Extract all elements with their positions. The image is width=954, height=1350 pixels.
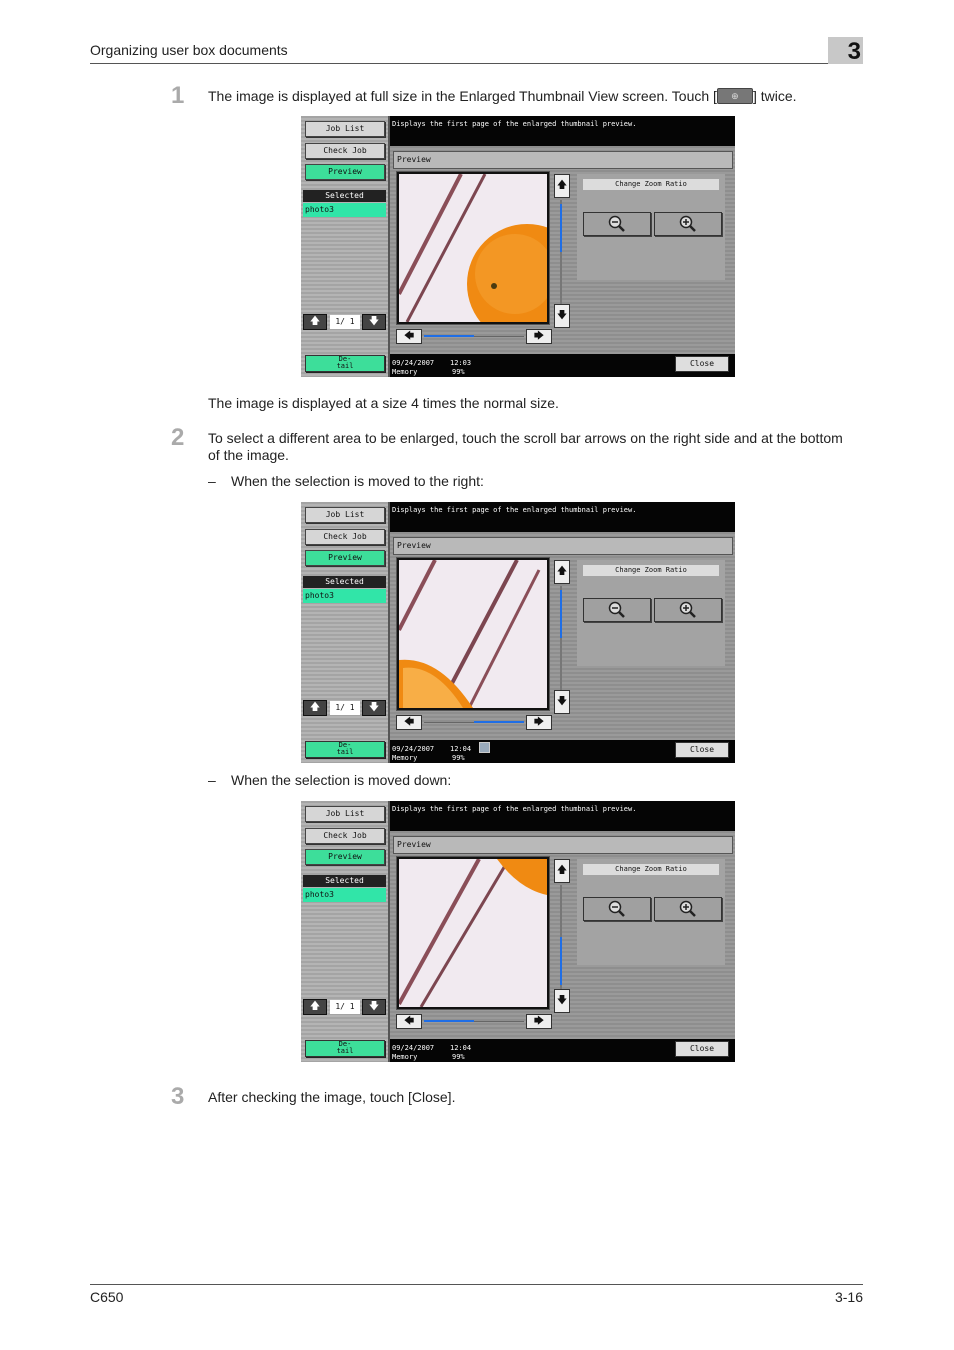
step-1-text bbox=[208, 88, 797, 105]
page-indicator: 1/ 1 bbox=[330, 1000, 360, 1014]
chapter-number: 3 bbox=[828, 37, 863, 64]
list-down-button[interactable] bbox=[362, 700, 386, 716]
zoom-in-icon bbox=[679, 900, 697, 918]
step-number-3: 3 bbox=[171, 1083, 185, 1110]
left-panel bbox=[301, 116, 388, 377]
step-3-text: After checking the image, touch [Close]. bbox=[208, 1089, 456, 1105]
change-zoom-ratio-label: Change Zoom Ratio bbox=[583, 565, 719, 576]
list-up-button[interactable] bbox=[303, 700, 327, 716]
preview-screen-3 bbox=[301, 801, 735, 1062]
page-indicator: 1/ 1 bbox=[330, 701, 360, 715]
arrow-down-icon: 🡇 bbox=[556, 310, 568, 321]
zoom-out-icon bbox=[608, 601, 626, 619]
memory-percent: 99% bbox=[452, 368, 465, 376]
change-zoom-ratio-label: Change Zoom Ratio bbox=[583, 179, 719, 190]
page-header-title: Organizing user box documents bbox=[90, 42, 288, 58]
detail-label-1: De- bbox=[338, 355, 352, 363]
message-bar: Displays the first page of the enlarged thumbnail preview. bbox=[390, 502, 735, 532]
preview-tab-button[interactable]: Preview bbox=[305, 550, 385, 566]
step-1-text-after: ] twice. bbox=[752, 88, 797, 104]
header-rule bbox=[90, 63, 863, 64]
preview-screen-2 bbox=[301, 502, 735, 763]
arrow-up-icon: 🡅 bbox=[309, 316, 321, 327]
selected-documents-title: Selected bbox=[303, 875, 386, 887]
scroll-up-button[interactable] bbox=[554, 560, 570, 584]
horizontal-scrollbar[interactable] bbox=[396, 1014, 551, 1030]
detail-button[interactable] bbox=[305, 1040, 385, 1057]
preview-image bbox=[399, 174, 547, 322]
preview-image bbox=[399, 560, 547, 708]
vertical-scrollbar[interactable] bbox=[554, 859, 570, 1019]
vertical-scroll-thumb[interactable] bbox=[560, 937, 562, 985]
zoom-in-button-icon: ⊕ bbox=[717, 88, 753, 104]
list-down-button[interactable] bbox=[362, 999, 386, 1015]
memory-label: Memory bbox=[392, 368, 418, 376]
status-bar bbox=[390, 740, 735, 763]
arrow-left-icon: 🡄 bbox=[403, 1016, 415, 1027]
status-date: 09/24/2007 bbox=[392, 359, 435, 367]
arrow-left-icon: 🡄 bbox=[403, 331, 415, 342]
job-list-button[interactable]: Job List bbox=[305, 121, 385, 137]
step-number-1: 1 bbox=[171, 82, 185, 109]
arrow-right-icon: 🡆 bbox=[533, 331, 545, 342]
footer-page-number: 3-16 bbox=[834, 1289, 863, 1305]
step-2-line-1: To select a different area to be enlarged, touch the scroll bar arrows on the right side and at the bottom bbox=[208, 430, 843, 446]
detail-label-1: De- bbox=[338, 741, 352, 749]
selected-documents-title: Selected bbox=[303, 576, 386, 588]
scroll-down-button[interactable] bbox=[554, 690, 570, 714]
zoom-out-button[interactable] bbox=[583, 212, 651, 236]
zoom-in-icon bbox=[679, 215, 697, 233]
zoom-out-icon bbox=[608, 900, 626, 918]
detail-label-2: tail bbox=[336, 748, 354, 756]
vertical-scroll-thumb[interactable] bbox=[560, 204, 562, 252]
job-status-icon bbox=[479, 742, 490, 753]
zoom-in-button[interactable] bbox=[654, 212, 722, 236]
detail-label-1: De- bbox=[338, 1040, 352, 1048]
scroll-left-button[interactable] bbox=[396, 1014, 422, 1029]
scroll-left-button[interactable] bbox=[396, 329, 422, 344]
zoom-in-button[interactable] bbox=[654, 897, 722, 921]
list-down-button[interactable] bbox=[362, 314, 386, 330]
selected-documents-title: Selected bbox=[303, 190, 386, 202]
arrow-up-icon: 🡅 bbox=[309, 702, 321, 713]
scroll-up-button[interactable] bbox=[554, 859, 570, 883]
step-2-line-2: of the image. bbox=[208, 447, 289, 463]
scroll-left-button[interactable] bbox=[396, 715, 422, 730]
horizontal-scroll-thumb[interactable] bbox=[474, 721, 524, 723]
status-bar bbox=[390, 354, 735, 377]
preview-title: Preview bbox=[393, 151, 733, 169]
step-1-result: The image is displayed at a size 4 times the normal size. bbox=[208, 395, 559, 411]
step-1-text-before: The image is displayed at full size in the Enlarged Thumbnail View screen. Touch [ bbox=[208, 88, 717, 104]
status-date: 09/24/2007 bbox=[392, 745, 435, 753]
zoom-panel bbox=[577, 174, 725, 280]
arrow-down-icon: 🡇 bbox=[368, 1001, 380, 1012]
vertical-scrollbar[interactable] bbox=[554, 174, 570, 334]
step-number-2: 2 bbox=[171, 424, 185, 451]
close-button[interactable]: Close bbox=[675, 742, 729, 758]
arrow-right-icon: 🡆 bbox=[533, 1016, 545, 1027]
preview-tab-button[interactable]: Preview bbox=[305, 164, 385, 180]
message-bar: Displays the first page of the enlarged thumbnail preview. bbox=[390, 116, 735, 146]
status-date: 09/24/2007 bbox=[392, 1044, 435, 1052]
list-up-button[interactable] bbox=[303, 999, 327, 1015]
memory-label: Memory bbox=[392, 754, 418, 762]
bullet-moved-right: When the selection is moved to the right: bbox=[231, 473, 484, 489]
change-zoom-ratio-label: Change Zoom Ratio bbox=[583, 864, 719, 875]
left-panel bbox=[301, 502, 388, 763]
memory-label: Memory bbox=[392, 1053, 418, 1061]
preview-image-frame bbox=[396, 557, 550, 711]
bullet-mark: – bbox=[208, 772, 216, 788]
zoom-panel bbox=[577, 560, 725, 666]
arrow-down-icon: 🡇 bbox=[368, 702, 380, 713]
job-list-button[interactable]: Job List bbox=[305, 806, 385, 822]
status-time: 12:04 bbox=[450, 1044, 472, 1052]
preview-title: Preview bbox=[393, 537, 733, 555]
scroll-right-button[interactable] bbox=[526, 1014, 552, 1029]
arrow-up-icon: 🡅 bbox=[556, 865, 568, 876]
horizontal-scrollbar[interactable] bbox=[396, 329, 551, 345]
zoom-in-icon bbox=[679, 601, 697, 619]
bullet-mark: – bbox=[208, 473, 216, 489]
status-time: 12:03 bbox=[450, 359, 472, 367]
arrow-down-icon: 🡇 bbox=[556, 696, 568, 707]
status-time: 12:04 bbox=[450, 745, 472, 753]
scroll-down-button[interactable] bbox=[554, 304, 570, 328]
preview-image-frame bbox=[396, 171, 550, 325]
footer-rule bbox=[90, 1284, 863, 1285]
status-bar bbox=[390, 1039, 735, 1062]
left-panel bbox=[301, 801, 388, 1062]
horizontal-scrollbar[interactable] bbox=[396, 715, 551, 731]
arrow-down-icon: 🡇 bbox=[556, 995, 568, 1006]
message-bar: Displays the first page of the enlarged thumbnail preview. bbox=[390, 801, 735, 831]
zoom-in-button[interactable] bbox=[654, 598, 722, 622]
list-up-button[interactable] bbox=[303, 314, 327, 330]
preview-image bbox=[399, 859, 547, 1007]
horizontal-scroll-thumb[interactable] bbox=[424, 335, 474, 337]
preview-screen-1 bbox=[301, 116, 735, 377]
close-button[interactable]: Close bbox=[675, 1041, 729, 1057]
check-job-button[interactable]: Check Job bbox=[305, 828, 385, 844]
check-job-button[interactable]: Check Job bbox=[305, 529, 385, 545]
bullet-moved-down: When the selection is moved down: bbox=[231, 772, 452, 788]
scroll-right-button[interactable] bbox=[526, 329, 552, 344]
detail-label-2: tail bbox=[336, 1047, 354, 1055]
check-job-button[interactable]: Check Job bbox=[305, 143, 385, 159]
arrow-up-icon: 🡅 bbox=[556, 180, 568, 191]
arrow-left-icon: 🡄 bbox=[403, 717, 415, 728]
memory-percent: 99% bbox=[452, 754, 465, 762]
memory-percent: 99% bbox=[452, 1053, 465, 1061]
scroll-up-button[interactable] bbox=[554, 174, 570, 198]
page-indicator: 1/ 1 bbox=[330, 315, 360, 329]
detail-button[interactable] bbox=[305, 741, 385, 758]
vertical-scroll-thumb[interactable] bbox=[560, 590, 562, 638]
zoom-out-button[interactable] bbox=[583, 598, 651, 622]
scroll-down-button[interactable] bbox=[554, 989, 570, 1013]
arrow-right-icon: 🡆 bbox=[533, 717, 545, 728]
selected-document-item[interactable]: photo3 bbox=[303, 203, 386, 217]
zoom-out-icon bbox=[608, 215, 626, 233]
scroll-right-button[interactable] bbox=[526, 715, 552, 730]
preview-image-frame bbox=[396, 856, 550, 1010]
selected-document-item[interactable]: photo3 bbox=[303, 589, 386, 603]
zoom-out-button[interactable] bbox=[583, 897, 651, 921]
zoom-panel bbox=[577, 859, 725, 965]
arrow-up-icon: 🡅 bbox=[556, 566, 568, 577]
preview-tab-button[interactable]: Preview bbox=[305, 849, 385, 865]
preview-title: Preview bbox=[393, 836, 733, 854]
arrow-down-icon: 🡇 bbox=[368, 316, 380, 327]
vertical-scrollbar[interactable] bbox=[554, 560, 570, 720]
detail-label-2: tail bbox=[336, 362, 354, 370]
job-list-button[interactable]: Job List bbox=[305, 507, 385, 523]
detail-button[interactable] bbox=[305, 355, 385, 372]
horizontal-scroll-thumb[interactable] bbox=[424, 1020, 474, 1022]
arrow-up-icon: 🡅 bbox=[309, 1001, 321, 1012]
footer-model: C650 bbox=[90, 1289, 124, 1305]
selected-document-item[interactable]: photo3 bbox=[303, 888, 386, 902]
close-button[interactable]: Close bbox=[675, 356, 729, 372]
